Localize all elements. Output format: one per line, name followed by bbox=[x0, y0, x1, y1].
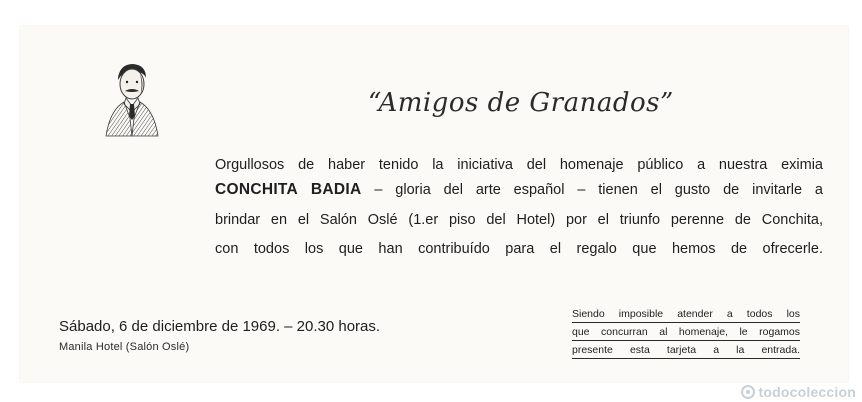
body-line-3: brindar en el Salón Oslé (1.er piso del Hotel) por el triunfo perenne de Conchita, bbox=[215, 212, 823, 228]
watermark-text: todocoleccion bbox=[758, 384, 856, 400]
notice-line-1: Siendo imposible atender a todos los bbox=[572, 307, 800, 323]
body-line-2 bbox=[215, 181, 823, 199]
watermark-logo-icon bbox=[741, 385, 755, 399]
body-line-1: Orgullosos de haber tenido la iniciativa del homenaje público a nuestra eximia bbox=[215, 157, 823, 173]
entry-notice bbox=[572, 307, 800, 361]
invitation-card bbox=[20, 26, 848, 382]
body-line-2-text: – gloria del arte español – tienen el gusto de invitarle a bbox=[361, 182, 823, 198]
portrait-engraving-image bbox=[100, 58, 162, 138]
honoree-name: CONCHITA BADIA bbox=[215, 181, 362, 198]
notice-line-3: presente esta tarjeta a la entrada. bbox=[572, 343, 800, 359]
event-venue: Manila Hotel (Salón Oslé) bbox=[59, 341, 190, 353]
invitation-title: “Amigos de Granados” bbox=[368, 88, 674, 118]
notice-line-2: que concurran al homenaje, le rogamos bbox=[572, 325, 800, 341]
body-line-4: con todos los que han contribuído para el regalo que hemos de ofrecerle. bbox=[215, 241, 823, 257]
site-watermark bbox=[741, 384, 857, 400]
event-date-time: Sábado, 6 de diciembre de 1969. – 20.30 horas. bbox=[59, 318, 381, 335]
